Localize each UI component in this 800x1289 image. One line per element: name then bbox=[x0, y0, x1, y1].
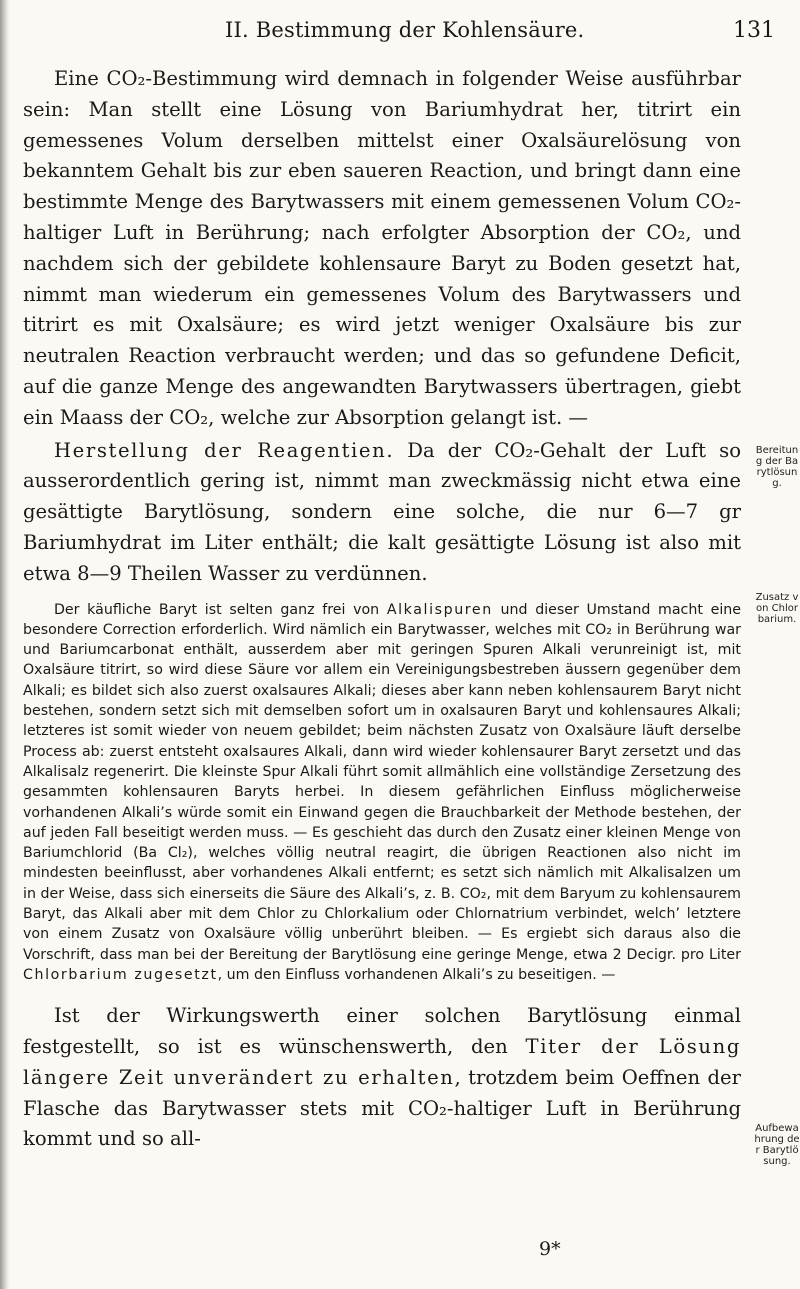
paragraph-text-part: Ist der Wirkungswerth einer solchen Barytlösung einmal festgestellt, so ist es wünschenswerth, den bbox=[23, 1004, 741, 1058]
margin-note-zusatz: Zusatz von Chlorbarium. bbox=[755, 592, 799, 625]
emphasis-titer: Titer der Lösung längere Zeit unverändert zu erhalten bbox=[23, 1034, 741, 1089]
page-number: 131 bbox=[733, 18, 775, 43]
margin-note-bereitung: Bereitung der Barytlösung. bbox=[755, 445, 799, 489]
page-header bbox=[0, 18, 800, 48]
running-head: II. Bestimmung der Kohlensäure. bbox=[225, 18, 585, 42]
paragraph-co2-determination: Eine CO₂-Bestimmung wird demnach in folgender Weise ausführbar sein: Man stellt eine Lösung von Bariumhydrat her, titrirt ein gemessenes Volum derselben mittelst einer Oxalsäurelösung von bekanntem Gehalt bis zur eben saueren Reaction, und bringt dann eine bestimmte Menge des Barytwassers mit einem gemessenen Volum CO₂-haltiger Luft in Berührung; nach erfolgter Absorption der CO₂, und nachdem sich der gebildete kohlensaure Baryt zu Boden gesetzt hat, nimmt man wiederum ein gemessenes Volum des Barytwassers und titrirt es mit Oxalsäure; es wird jetzt weniger Oxalsäure bis zur neutralen Reaction verbraucht werden; und das so gefundene Deficit, auf die ganze Menge des angewandten Barytwassers übertragen, giebt ein Maass der CO₂, welche zur Absorption gelangt ist. — bbox=[23, 67, 741, 429]
small-text-part: Der käufliche Baryt ist selten ganz frei von bbox=[54, 601, 387, 618]
page-edge-shadow bbox=[0, 0, 10, 1289]
small-text-part: und dieser Umstand macht eine besondere Correction erforderlich. Wird nämlich ein Barytwasser, welches mit CO₂ in Berührung war und Bariumcarbonat enthält, ausserdem aber mit geringen Spuren Alkali verunreinigt ist, mit Oxalsäure titrirt, so wird diese Säure vor allem ein Vereinigungsbestreben äussern gegenüber dem Alkali; es bildet sich also zuerst oxalsaures Alkali; dieses aber kann neben kohlensaurem Baryt nicht bestehen, sondern setzt sich mit demselben sofort um in oxalsauren Baryt und kohlensaures Alkali; letzteres ist somit wieder von neuem gebildet; beim nächsten Zusatz von Oxalsäure läuft derselbe Process ab: zuerst entsteht oxalsaures Alkali, dann wird wieder kohlensaurer Baryt zersetzt und das Alkalisalz regenerirt. Die kleinste Spur Alkali führt somit allmählich eine vollständige Zersetzung des gesammten kohlensauren Baryts herbei. In diesem gefährlichen Einfluss möglicherweise vorhandenen Alkali’s würde somit ein Einwand gegen die Brauchbarkeit der Methode bestehen, der auf jeden Fall beseitigt werden muss. — Es geschieht das durch den Zusatz einer kleinen Menge von Bariumchlorid (Ba Cl₂), welches völlig neutral reagirt, die übrigen Reactionen also nicht im mindesten beeinflusst, aber vorhandenes Alkali entfernt; es setzt sich nämlich mit Alkalisalzen um in der Weise, dass sich einerseits die Säure des Alkali’s, z. B. CO₂, mit dem Baryum zu kohlensaurem Baryt, das Alkali aber mit dem Chlor zu Chlorkalium oder Chlornatrium verbindet, welch’ letztere von einem Zusatz von Oxalsäure völlig unberührt bleiben. — Es ergiebt sich daraus also die Vorschrift, dass man bei der Bereitung der Barytlösung eine geringe Menge, etwa 2 Decigr. pro Liter bbox=[23, 601, 741, 963]
margin-note-aufbewahrung: Aufbewahrung der Barytlösung. bbox=[754, 1123, 800, 1167]
paragraph-text-part: , trotzdem beim Oeffnen der Flasche das Barytwasser stets mit CO₂-haltiger Luft in Berührung kommt und so all- bbox=[23, 1065, 742, 1151]
emphasis-chlorbarium: Chlorbarium zugesetzt bbox=[23, 966, 218, 983]
small-print-alkali-correction bbox=[23, 600, 741, 986]
section-heading-reagents: Herstellung der Reagentien. bbox=[54, 438, 395, 462]
paragraph-reagent-text: Da der CO₂-Gehalt der Luft so ausserordentlich gering ist, nimmt man zweckmässig nicht etwa eine gesättigte Barytlösung, sondern eine solche, die nur 6—7 gr Bariumhydrat im Liter enthält; die kalt gesättigte Lösung ist also mit etwa 8—9 Theilen Wasser zu verdünnen. bbox=[23, 438, 741, 585]
signature-mark: 9* bbox=[539, 1238, 561, 1260]
paragraph-storage bbox=[23, 1001, 741, 1155]
body-text bbox=[23, 64, 741, 1155]
emphasis-alkalispuren: Alkalispuren bbox=[386, 601, 493, 618]
paragraph-reagent-preparation bbox=[23, 436, 741, 590]
small-text-part: , um den Einfluss vorhandenen Alkali’s zu beseitigen. — bbox=[217, 966, 616, 983]
